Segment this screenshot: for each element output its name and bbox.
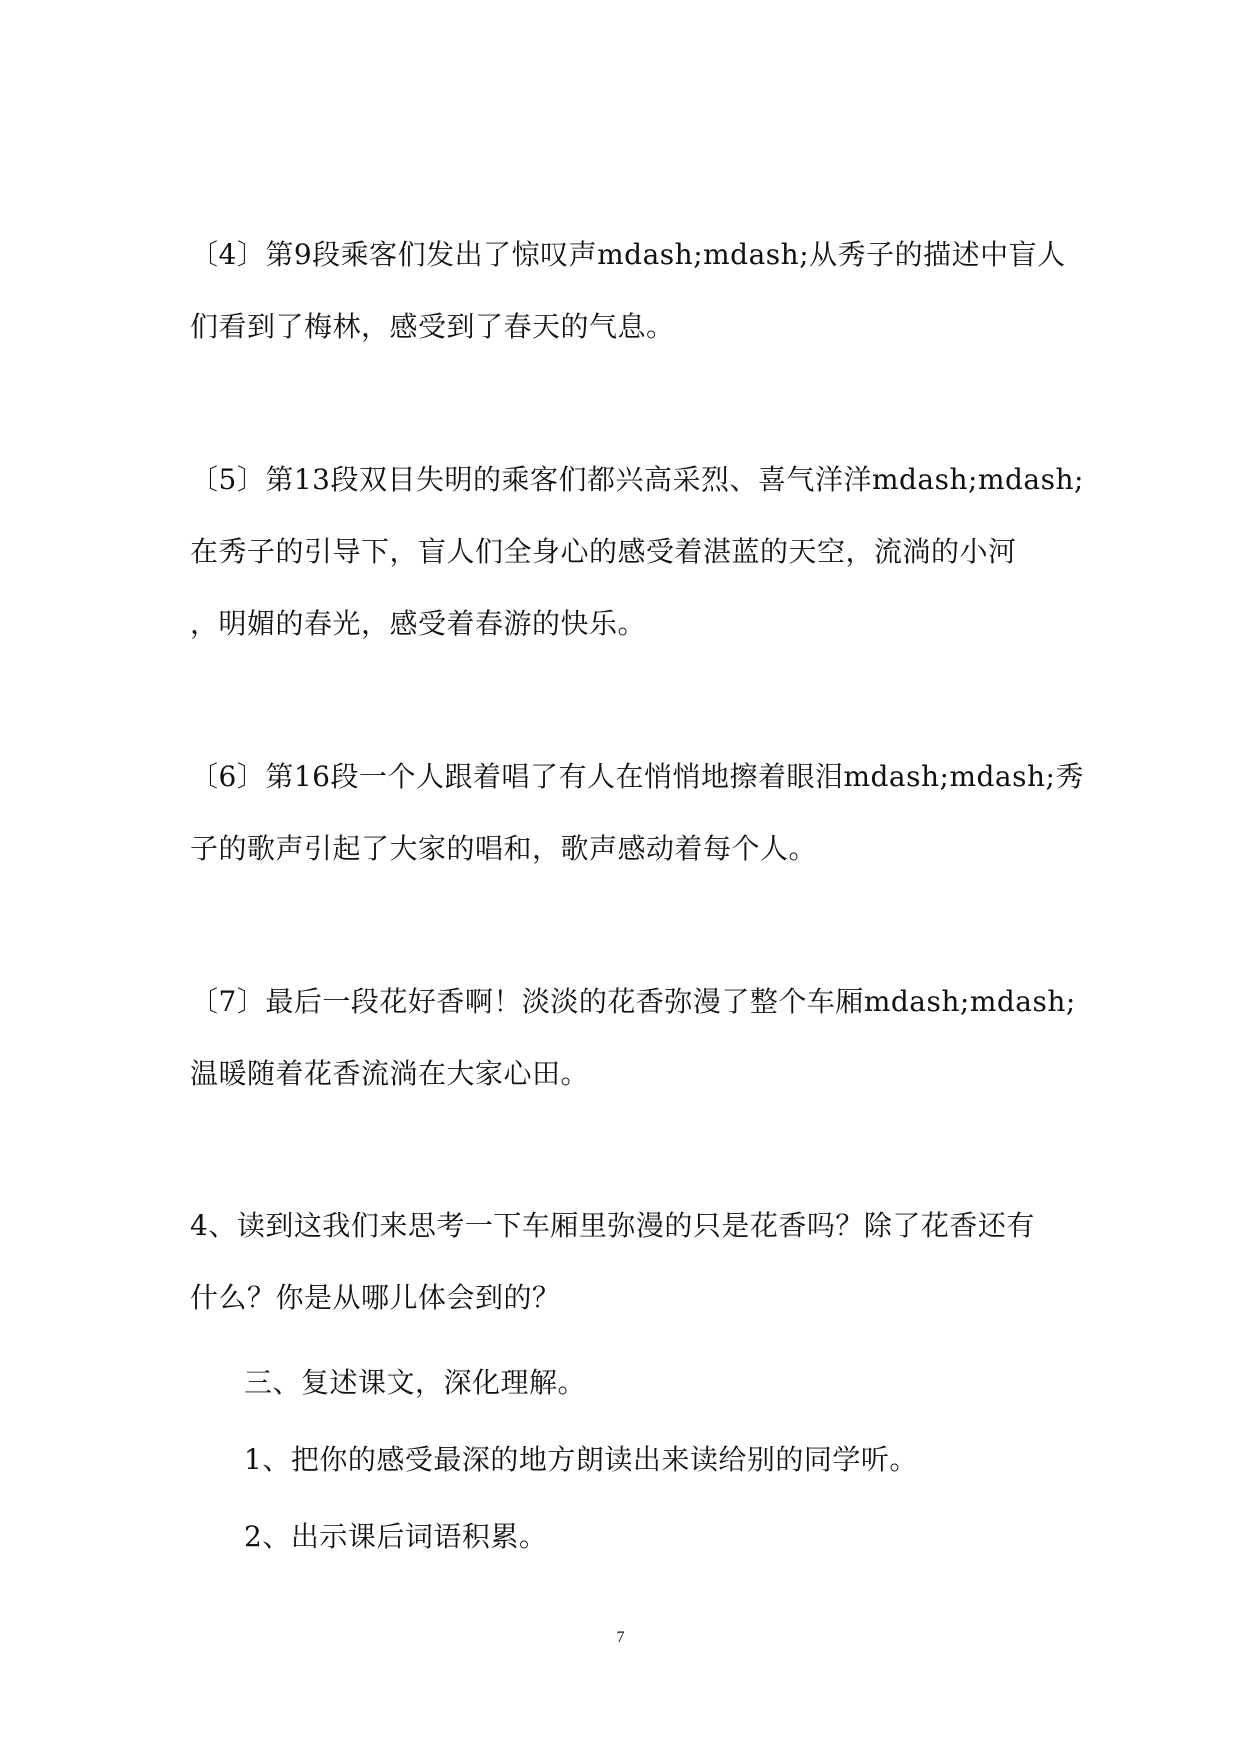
list-item-1: 1、把你的感受最深的地方朗读出来读给别的同学听。	[244, 1443, 918, 1476]
paragraph-4-line-1: 〔4〕第9段乘客们发出了惊叹声mdash;mdash;从秀子的描述中盲人	[190, 238, 1066, 271]
paragraph-6-line-2: 子的歌声引起了大家的唱和，歌声感动着每个人。	[190, 832, 818, 865]
paragraph-7-line-1: 〔7〕最后一段花好香啊！淡淡的花香弥漫了整个车厢mdash;mdash;	[190, 985, 1076, 1018]
question-4-line-1: 4、读到这我们来思考一下车厢里弥漫的只是花香吗？除了花香还有	[190, 1209, 1035, 1242]
paragraph-4-line-2: 们看到了梅林，感受到了春天的气息。	[190, 310, 675, 343]
page-number: 7	[616, 1629, 625, 1646]
paragraph-5-line-1: 〔5〕第13段双目失明的乘客们都兴高采烈、喜气洋洋mdash;mdash;	[190, 463, 1084, 496]
question-4-line-2: 什么？你是从哪儿体会到的？	[190, 1281, 561, 1314]
paragraph-5-line-2: 在秀子的引导下，盲人们全身心的感受着湛蓝的天空，流淌的小河	[190, 535, 1017, 568]
paragraph-6-line-1: 〔6〕第16段一个人跟着唱了有人在悄悄地擦着眼泪mdash;mdash;秀	[190, 760, 1084, 793]
paragraph-5-line-3: ，明媚的春光，感受着春游的快乐。	[190, 607, 647, 640]
list-item-2: 2、出示课后词语积累。	[244, 1520, 548, 1553]
paragraph-7-line-2: 温暖随着花香流淌在大家心田。	[190, 1057, 590, 1090]
section-heading: 三、复述课文，深化理解。	[244, 1366, 587, 1399]
